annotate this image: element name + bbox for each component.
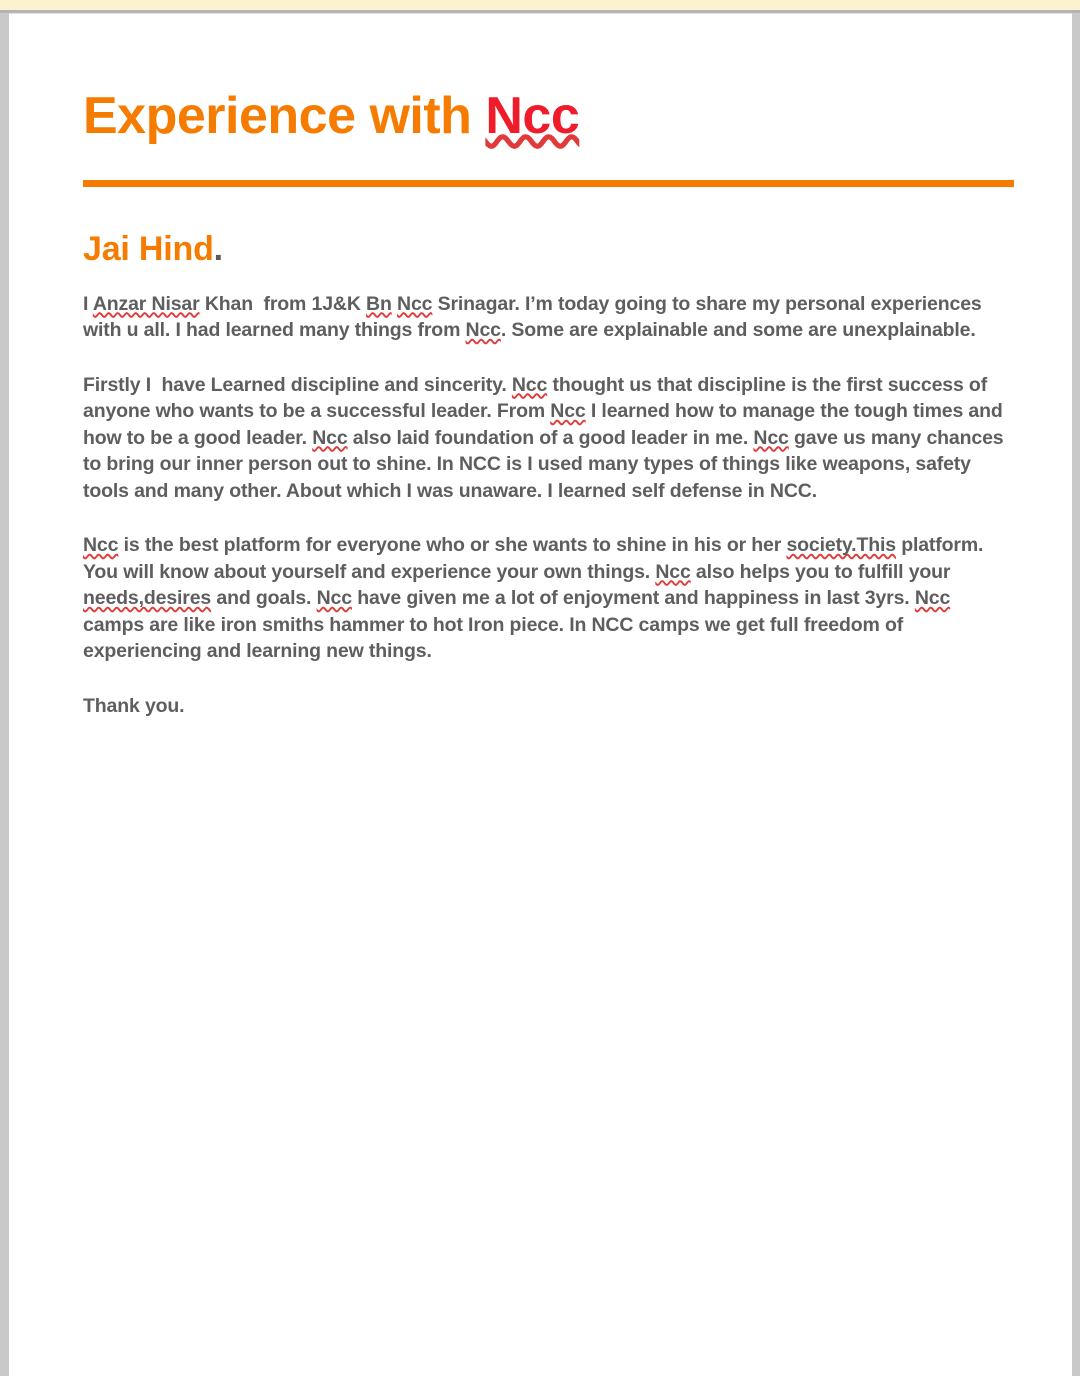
text-run: also helps you to fulfill your	[690, 560, 956, 583]
document-content-area[interactable]	[9, 14, 1072, 719]
text-run: have given me a lot of enjoyment and happiness in last 3yrs.	[351, 587, 915, 610]
text-run: is the best platform for everyone who or she wants to shine in his or her	[118, 534, 787, 557]
text-run: Thank you.	[83, 694, 185, 717]
misspelled-word: Ncc	[655, 560, 691, 583]
misspelled-word: Ncc	[753, 426, 789, 449]
text-run: camps are like iron smiths hammer to hot Iron piece. In NCC camps we get full freedom of experiencing and learning new things.	[83, 587, 956, 663]
text-run: gave us many chances to bring our inner person out to shine. In NCC is I used many types of things like weapons, safety tools and many other. About which I was unaware. I learned self defense in NCC.	[83, 426, 1009, 502]
paragraph-platform	[83, 532, 1014, 665]
window-top-strip	[0, 0, 1080, 10]
text-run: and goals.	[211, 587, 317, 610]
document-subtitle-text: Jai Hind	[83, 230, 214, 269]
document-subtitle-period: .	[213, 230, 223, 269]
document-title-main: Experience with	[83, 87, 486, 145]
text-run: platform. You will know about yourself and experience your own things.	[83, 534, 989, 583]
misspelled-word: Ncc	[312, 426, 348, 449]
text-run: thought us that discipline is the first success of anyone who wants to be a successful leader. From	[83, 373, 993, 423]
text-run: I	[83, 292, 93, 315]
text-run: Srinagar. I’m today going to share my personal experiences with u all. I had learned many things from	[83, 292, 987, 342]
text-run: Firstly I have Learned discipline and sincerity.	[83, 373, 512, 396]
misspelled-word: Ncc	[914, 587, 951, 610]
title-horizontal-rule	[83, 180, 1014, 187]
misspelled-word: Ncc	[550, 400, 586, 423]
document-subtitle	[83, 231, 1012, 268]
misspelled-word: Ncc	[511, 373, 548, 396]
misspelled-word: Ncc	[397, 292, 433, 315]
text-run: also laid foundation of a good leader in me.	[347, 426, 754, 449]
paragraph-discipline	[83, 372, 1014, 505]
misspelled-word: Ncc	[83, 534, 119, 557]
paragraph-intro	[83, 291, 1014, 344]
paragraph-closing	[83, 693, 1014, 720]
misspelled-word: society.This	[786, 534, 896, 557]
misspelled-word: needs,desires	[83, 587, 212, 610]
document-body-text[interactable]	[83, 291, 1014, 720]
text-run: Khan from 1J&K	[199, 292, 367, 315]
misspelled-word: Anzar Nisar	[92, 292, 200, 315]
text-run: I learned how to manage the tough times and how to be a good leader.	[83, 400, 1008, 449]
misspelled-word: Ncc	[465, 319, 501, 342]
document-title-accent: Ncc	[485, 87, 580, 145]
document-page[interactable]	[9, 13, 1072, 1376]
document-title	[83, 88, 1012, 144]
misspelled-word: Bn	[366, 292, 392, 315]
misspelled-word: Ncc	[316, 587, 352, 610]
text-run: . Some are explainable and some are unexplainable.	[500, 319, 976, 342]
